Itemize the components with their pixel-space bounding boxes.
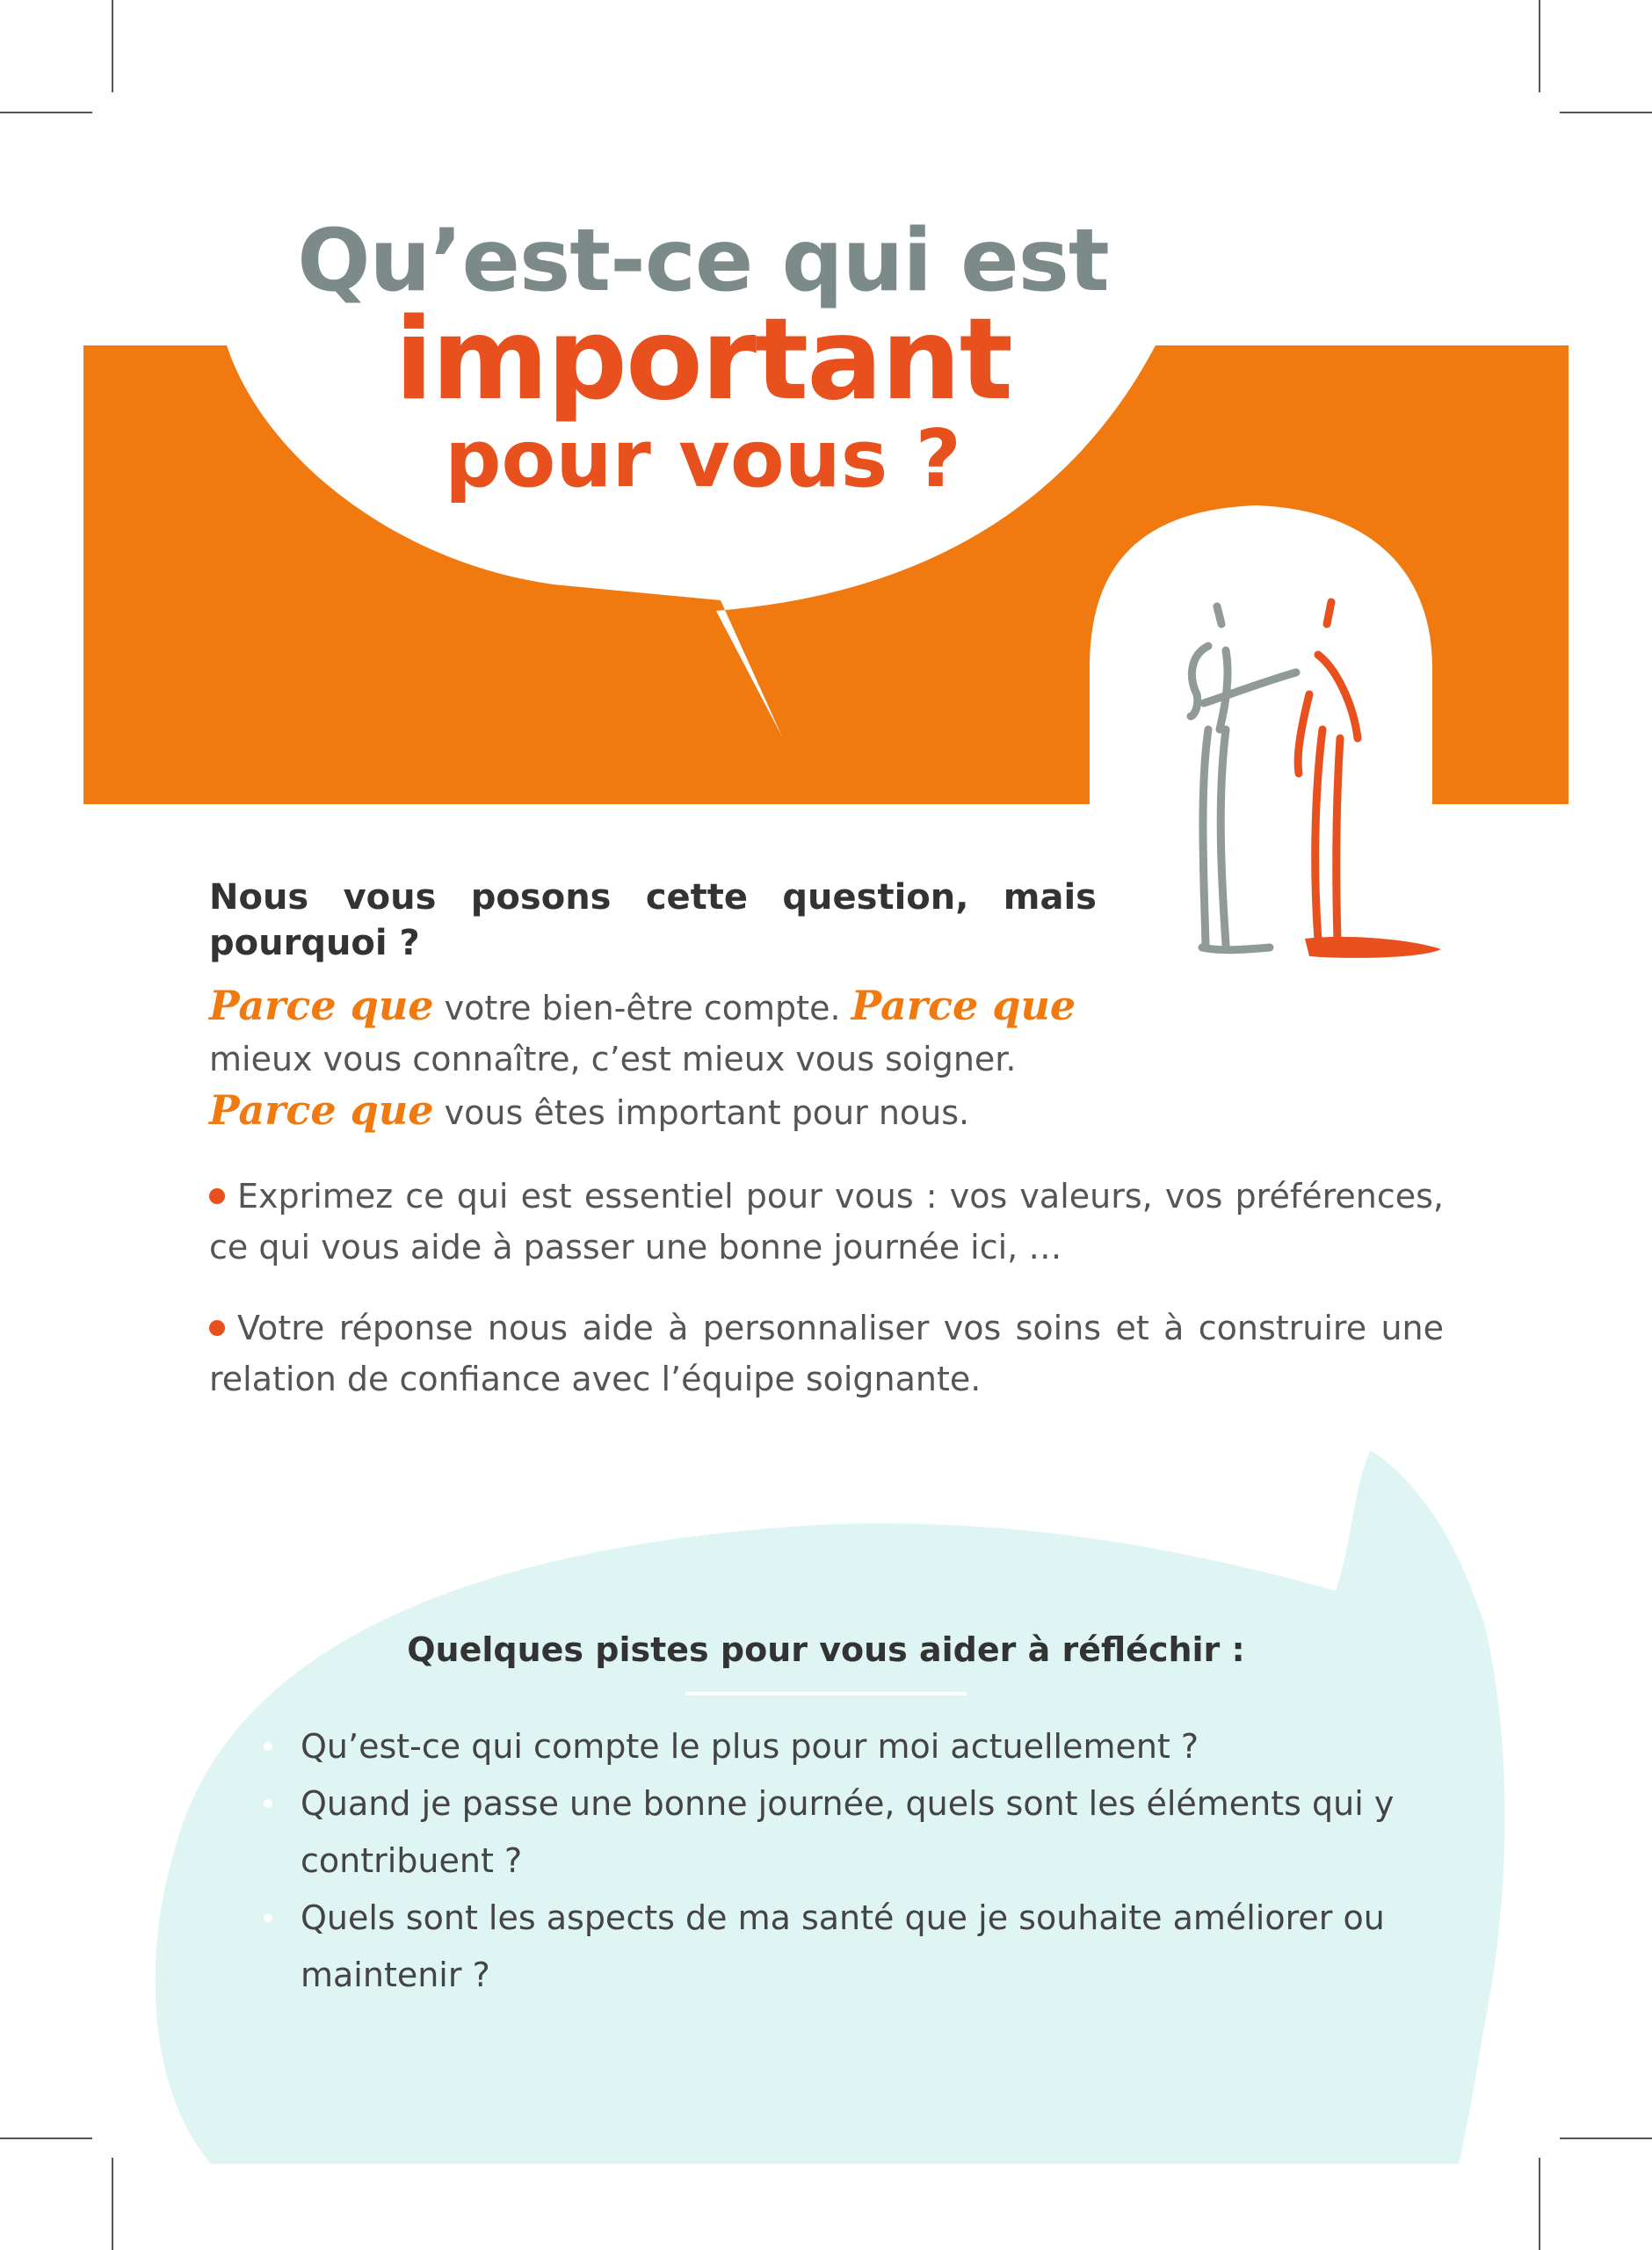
because-label-3: Parce que: [209, 1086, 434, 1134]
because-text-3: vous êtes important pour nous.: [433, 1093, 970, 1132]
because-label-2: Parce que: [851, 982, 1076, 1029]
list-bullet-icon: [264, 1742, 272, 1751]
title-line-3: pour vous ?: [445, 413, 961, 505]
tips-list-item: [264, 1718, 1494, 1775]
bullet-text: Exprimez ce qui est essentiel pour vous : vos valeurs, vos préférences, ce qui vous aide à passer une bonne journée ici, …: [209, 1177, 1444, 1267]
tips-title: Quelques pistes pour vous aider à réfléchir :: [407, 1630, 1245, 1669]
tips-list: [264, 1718, 1494, 2004]
because-paragraph: [209, 980, 1105, 1138]
bullet-paragraph: [209, 1303, 1444, 1404]
because-label-1: Parce que: [209, 982, 434, 1029]
tips-divider: [685, 1692, 967, 1695]
tips-list-item: [264, 1775, 1494, 1890]
bullet-dot-icon: [209, 1320, 225, 1336]
intro-question: Nous vous posons cette question, mais pourquoi ?: [209, 877, 1097, 963]
tips-item-text: Quand je passe une bonne journée, quels sont les éléments qui y contribuent ?: [301, 1784, 1395, 1880]
bullet-dot-icon: [209, 1188, 225, 1204]
orange-shadow: [1305, 937, 1441, 958]
list-bullet-icon: [264, 1913, 272, 1922]
tips-list-item: [264, 1890, 1494, 2004]
because-text-2: mieux vous connaître, c’est mieux vous soigner.: [209, 1040, 1017, 1078]
list-bullet-icon: [264, 1799, 272, 1808]
tips-item-text: Qu’est-ce qui compte le plus pour moi actuellement ?: [301, 1727, 1199, 1766]
title-line-2: important: [395, 294, 1011, 425]
grey-person-illustration: [1191, 606, 1296, 950]
bullet-paragraph: [209, 1171, 1444, 1273]
because-text-1: votre bien-être compte.: [433, 989, 851, 1027]
bullet-text: Votre réponse nous aide à personnaliser vos soins et à construire une relation de confiance avec l’équipe soignante.: [209, 1309, 1444, 1398]
title-line-1: Qu’est-ce qui est: [297, 211, 1109, 311]
tips-item-text: Quels sont les aspects de ma santé que je souhaite améliorer ou maintenir ?: [301, 1898, 1385, 1994]
orange-person-illustration: [1298, 602, 1358, 940]
